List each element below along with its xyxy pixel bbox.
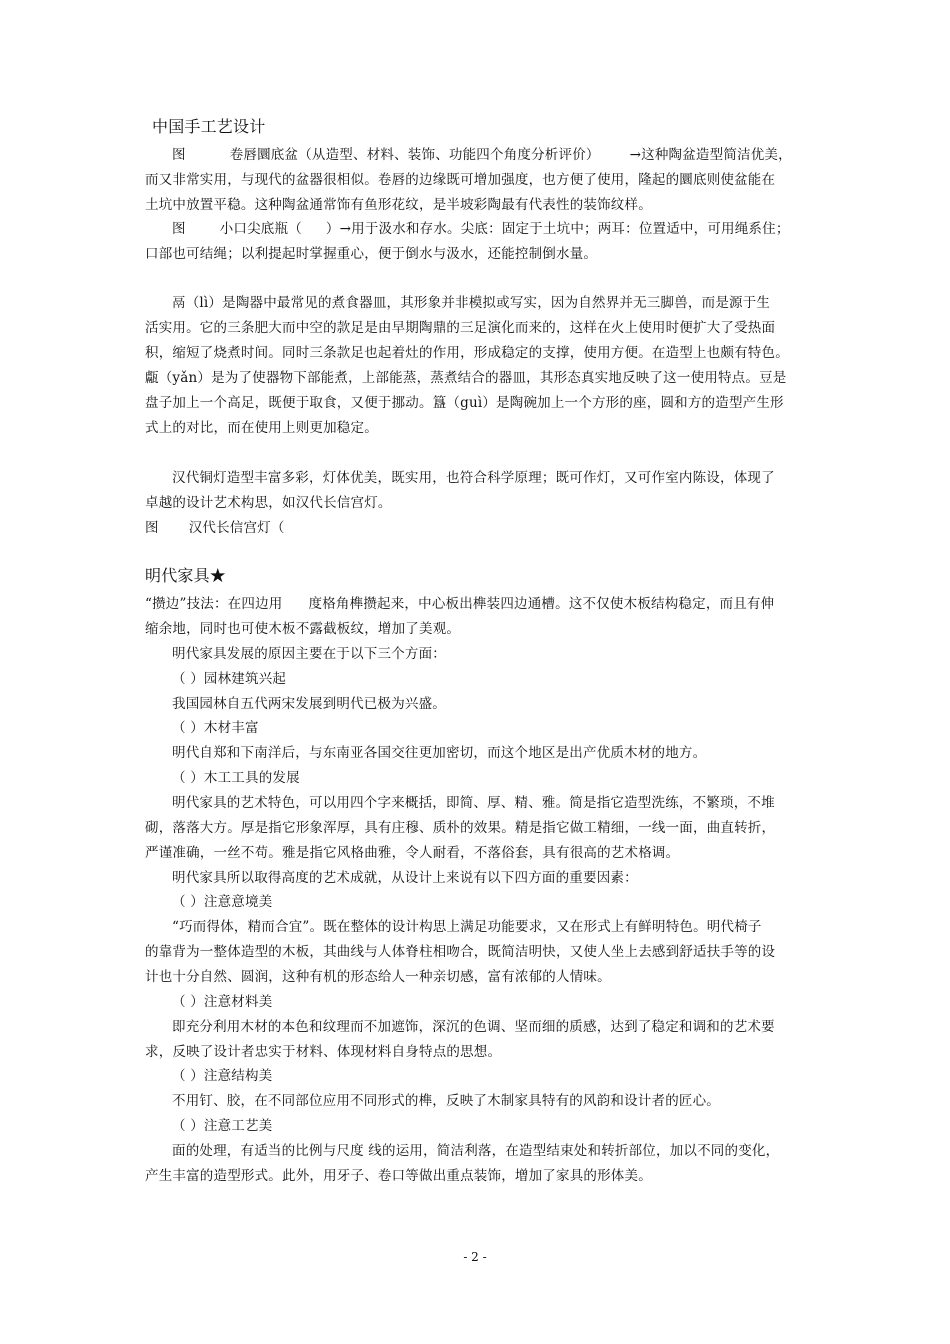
paragraph-line: 卓越的设计艺术构思，如汉代长信宫灯。: [145, 495, 392, 511]
paragraph-text: “攒边”技法：在四边用: [145, 596, 283, 612]
page-number: - 2 -: [463, 1250, 487, 1264]
paragraph-line: 我国园林自五代两宋发展到明代已极为兴盛。: [172, 696, 446, 712]
list-item: （ ）园林建筑兴起: [172, 671, 287, 687]
paragraph-text: →这种陶盆造型简洁优美，: [629, 147, 792, 163]
paragraph-line: 面的处理，有适当的比例与尺度 线的运用，简洁利落，在造型结束处和转折部位，加以不同的变化，: [172, 1143, 780, 1159]
list-item: （ ）注意结构美: [172, 1068, 273, 1084]
paragraph-line: 明代家具所以取得高度的艺术成就，从设计上来说有以下四方面的重要因素：: [172, 870, 638, 886]
figure-caption: 小口尖底瓶（: [219, 221, 302, 237]
paragraph-line: 土坑中放置平稳。这种陶盆通常饰有鱼形花纹，是半坡彩陶最有代表性的装饰纹样。: [145, 197, 652, 213]
figure-caption: 汉代长信宫灯（: [188, 520, 285, 536]
paragraph-text: ）→用于汲水和存水。尖底：固定于土坑中；两耳：位置适中，可用绳系住；: [325, 221, 790, 237]
list-item: （ ）注意意境美: [172, 894, 273, 910]
list-item: （ ）木工工具的发展: [172, 770, 300, 786]
paragraph-line: 积，缩短了烧煮时间。同时三条款足也起着灶的作用，形成稳定的支撑，使用方便。在造型上也颇有特色。: [145, 345, 789, 361]
figure-caption-line: [145, 519, 810, 537]
paragraph-text: 度格角榫攒起来，中心板出榫装四边通槽。这不仅使木板结构稳定，而且有伸: [308, 596, 775, 612]
paragraph-line: 不用钉、胶，在不同部位应用不同形式的榫，反映了木制家具特有的风韵和设计者的匠心。: [172, 1093, 720, 1109]
paragraph-line: 汉代铜灯造型丰富多彩，灯体优美，既实用，也符合科学原理；既可作灯，又可作室内陈设，体现了: [172, 470, 775, 486]
list-item: （ ）注意材料美: [172, 994, 273, 1010]
figure-caption-line: [172, 146, 837, 164]
list-item: （ ）注意工艺美: [172, 1118, 273, 1134]
paragraph-line: 产生丰富的造型形式。此外，用牙子、卷口等做出重点装饰，增加了家具的形体美。: [145, 1168, 652, 1184]
paragraph-line: 严谨准确，一丝不苟。雅是指它风格曲雅，令人耐看，不落俗套，具有很高的艺术格调。: [145, 845, 680, 861]
figure-caption: 卷唇圜底盆（从造型、材料、装饰、功能四个角度分析评价）: [229, 147, 600, 163]
paragraph-line: 而又非常实用，与现代的盆器很相似。卷唇的边缘既可增加强度，也方便了使用，隆起的圜底则使盆能在: [145, 172, 776, 188]
paragraph-line: 即充分利用木材的本色和纹理而不加遮饰，深沉的色调、坚而细的质感，达到了稳定和调和的艺术要: [172, 1019, 775, 1035]
paragraph-line: 口部也可结绳；以利提起时掌握重心，便于倒水与汲水，还能控制倒水量。: [145, 246, 598, 262]
paragraph-line: 式上的对比，而在使用上则更加稳定。: [145, 420, 378, 436]
paragraph-line: 鬲（lì）是陶器中最常见的煮食器皿，其形象并非模拟或写实，因为自然界并无三脚兽，而是源于生: [172, 295, 771, 311]
paragraph-line: 缩余地，同时也可使木板不露截板纹，增加了美观。: [145, 621, 461, 637]
figure-label: 图: [172, 147, 186, 163]
figure-label: 图: [172, 221, 186, 237]
paragraph-line: 砌，落落大方。厚是指它形象浑厚，具有庄穆、质朴的效果。精是指它做工精细，一线一面，曲直转折，: [145, 820, 776, 836]
section-heading-handicraft: 中国手工艺设计: [152, 118, 266, 136]
paragraph-line: 求，反映了设计者忠实于材料、体现材料自身特点的思想。: [145, 1044, 502, 1060]
paragraph-line: “巧而得体，精而合宜”。既在整体的设计构思上满足功能要求，又在形式上有鲜明特色。明代椅子: [172, 919, 762, 935]
paragraph-line: 盘子加上一个高足，既便于取食，又便于挪动。簋（guì）是陶碗加上一个方形的座，圆和方的造型产生形: [145, 395, 784, 411]
paragraph-line: 明代家具的艺术特色，可以用四个字来概括，即简、厚、精、雅。简是指它造型洗练，不繁琐，不堆: [172, 795, 775, 811]
paragraph-line: 甗（yǎn）是为了使器物下部能煮，上部能蒸，蒸煮结合的器皿，其形态真实地反映了这一使用特点。豆是: [145, 370, 787, 386]
paragraph-line: 明代家具发展的原因主要在于以下三个方面：: [172, 646, 446, 662]
paragraph-line: [145, 595, 810, 613]
figure-caption-line: [172, 220, 837, 238]
section-heading-ming-furniture: 明代家具★: [145, 567, 227, 585]
paragraph-line: 的靠背为一整体造型的木板，其曲线与人体脊柱相吻合，既简洁明快，又使人坐上去感到舒适扶手等的设: [145, 944, 776, 960]
paragraph-line: 明代自郑和下南洋后，与东南亚各国交往更加密切，而这个地区是出产优质木材的地方。: [172, 745, 707, 761]
list-item: （ ）木材丰富: [172, 720, 259, 736]
paragraph-line: 计也十分自然、圆润，这种有机的形态给人一种亲切感，富有浓郁的人情味。: [145, 969, 611, 985]
figure-label: 图: [145, 520, 159, 536]
paragraph-line: 活实用。它的三条肥大而中空的款足是由早期陶鼎的三足演化而来的，这样在火上使用时便扩大了受热面: [145, 320, 776, 336]
